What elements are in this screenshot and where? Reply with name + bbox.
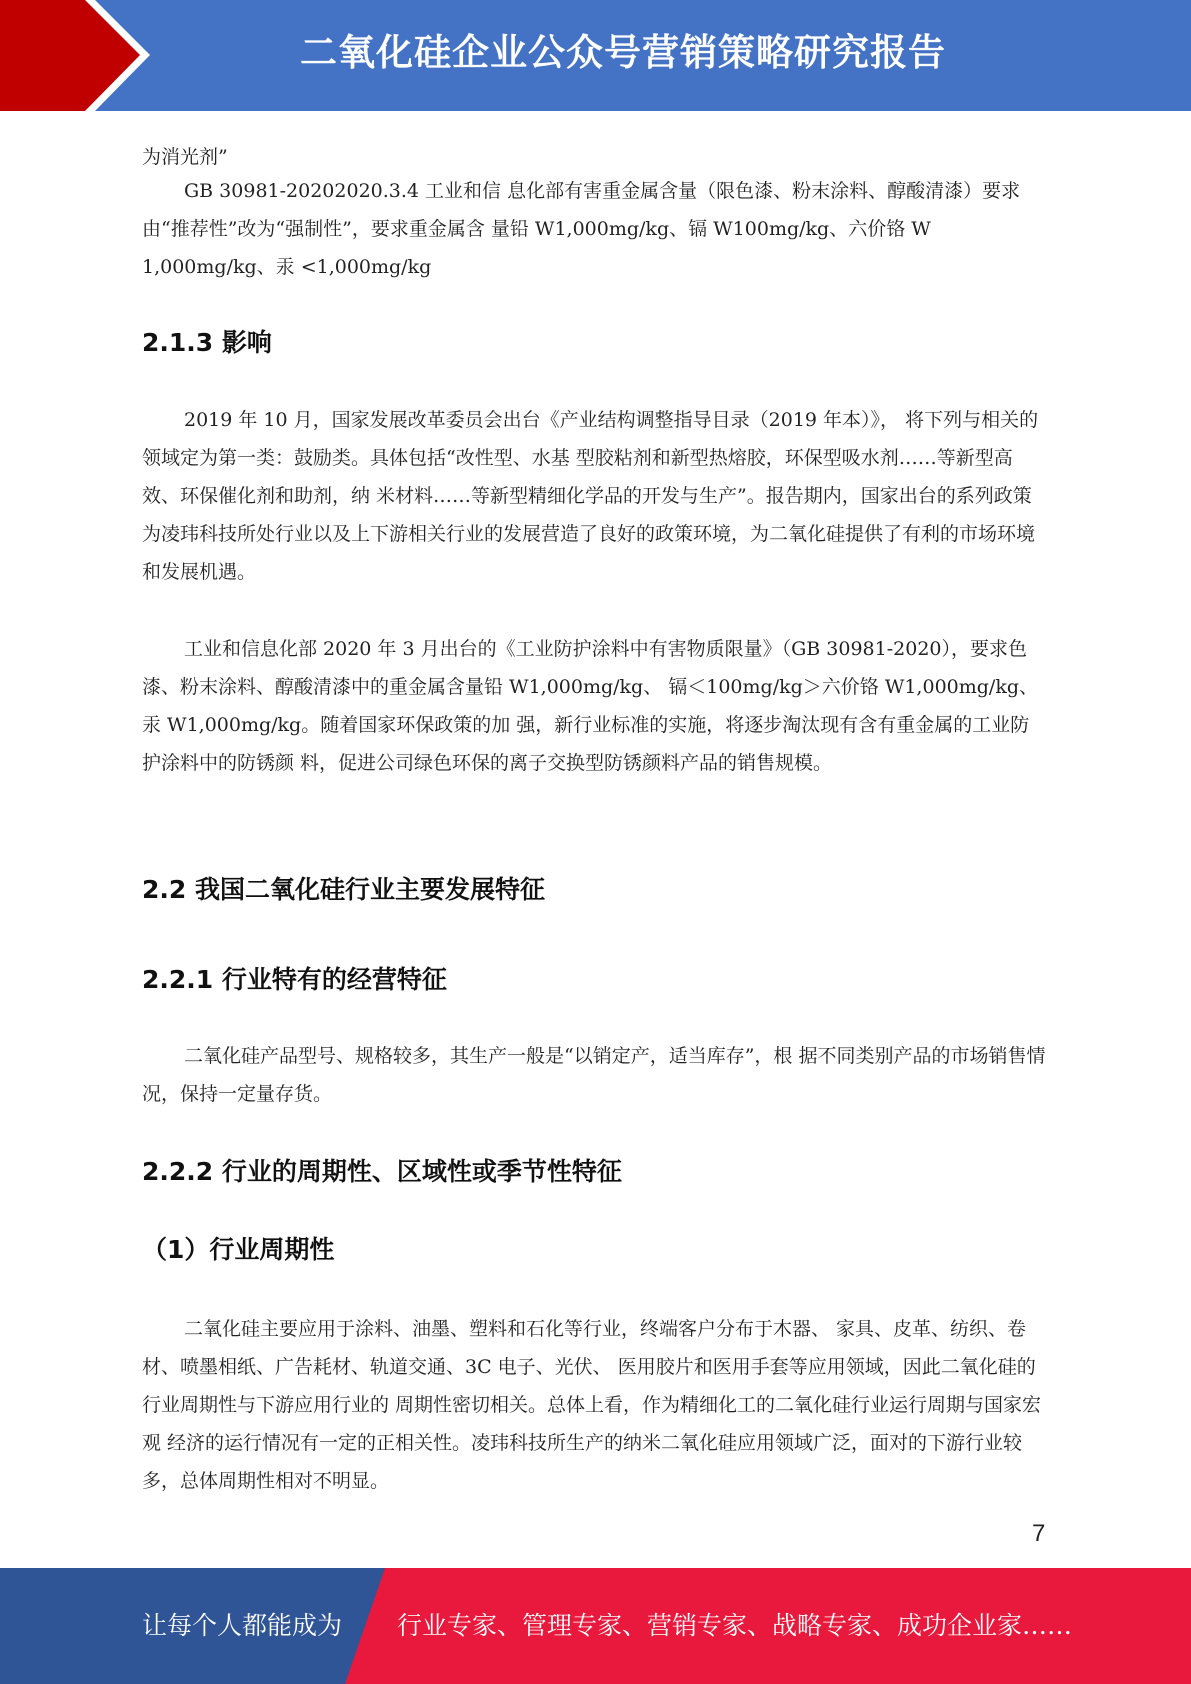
footer-slogan-right: 行业专家、管理专家、营销专家、战略专家、成功企业家…… [397, 1611, 1073, 1640]
page-footer [0, 1568, 1191, 1684]
section-heading-2-2-1: 2.2.1 行业特有的经营特征 [142, 965, 447, 994]
paragraph: 为消光剂” [142, 146, 228, 168]
page-number: 7 [1032, 1520, 1046, 1547]
section-heading-2-2: 2.2 我国二氧化硅行业主要发展特征 [142, 875, 545, 904]
sub-heading-industry-cycle: （1）行业周期性 [142, 1235, 335, 1264]
page-header [0, 0, 1191, 111]
paragraph: GB 30981-20202020.3.4 工业和信 息化部有害重金属含量（限色漆、粉末涂料、醇酸清漆）要求由“推荐性”改为“强制性”，要求重金属含 量铅 W1,000mg/kg、镉 W100mg/kg、六价铬 W 1,000mg/kg、汞 <1,000mg/kg [142, 180, 1021, 278]
paragraph: 2019 年 10 月，国家发展改革委员会出台《产业结构调整指导目录（2019 年本）》， 将下列与相关的领域定为第一类：鼓励类。具体包括“改性型、水基 型胶粘剂和新型热熔胶，环保型吸水剂……等新型高效、环保催化剂和助剂，纳 米材料……等新型精细化学品的开发与生产”。报告期内，国家出台的系列政策 为凌玮科技所处行业以及上下游相关行业的发展营造了良好的政策环境，为二氧化硅提供了有利的市场环境和发展机遇。 [142, 409, 1039, 583]
paragraph: 工业和信息化部 2020 年 3 月出台的《工业防护涂料中有害物质限量》（GB 30981-2020），要求色漆、粉末涂料、醇酸清漆中的重金属含量铅 W1,000mg/kg、 镉＜100mg/kg＞六价铬 W1,000mg/kg、汞 W1,000mg/kg。随着国家环保政策的加 强，新行业标准的实施，将逐步淘汰现有含有重金属的工业防护涂料中的防锈颜 料，促进公司绿色环保的离子交换型防锈颜料产品的销售规模。 [142, 638, 1038, 774]
footer-slogan-left: 让每个人都能成为 [142, 1611, 343, 1640]
paragraph: 二氧化硅主要应用于涂料、油墨、塑料和石化等行业，终端客户分布于木器、 家具、皮革、纺织、卷材、喷墨相纸、广告耗材、轨道交通、3C 电子、光伏、 医用胶片和医用手套等应用领域，因此二氧化硅的行业周期性与下游应用行业的 周期性密切相关。总体上看，作为精细化工的二氧化硅行业运行周期与国家宏观 经济的运行情况有一定的正相关性。凌玮科技所生产的纳米二氧化硅应用领域广泛，面对的下游行业较多，总体周期性相对不明显。 [142, 1318, 1042, 1492]
section-heading-2-1-3: 2.1.3 影响 [142, 328, 272, 357]
paragraph: 二氧化硅产品型号、规格较多，其生产一般是“以销定产，适当库存”，根 据不同类别产品的市场销售情况，保持一定量存货。 [142, 1045, 1046, 1105]
report-title: 二氧化硅企业公众号营销策略研究报告 [300, 31, 946, 74]
section-heading-2-2-2: 2.2.2 行业的周期性、区域性或季节性特征 [142, 1157, 622, 1186]
